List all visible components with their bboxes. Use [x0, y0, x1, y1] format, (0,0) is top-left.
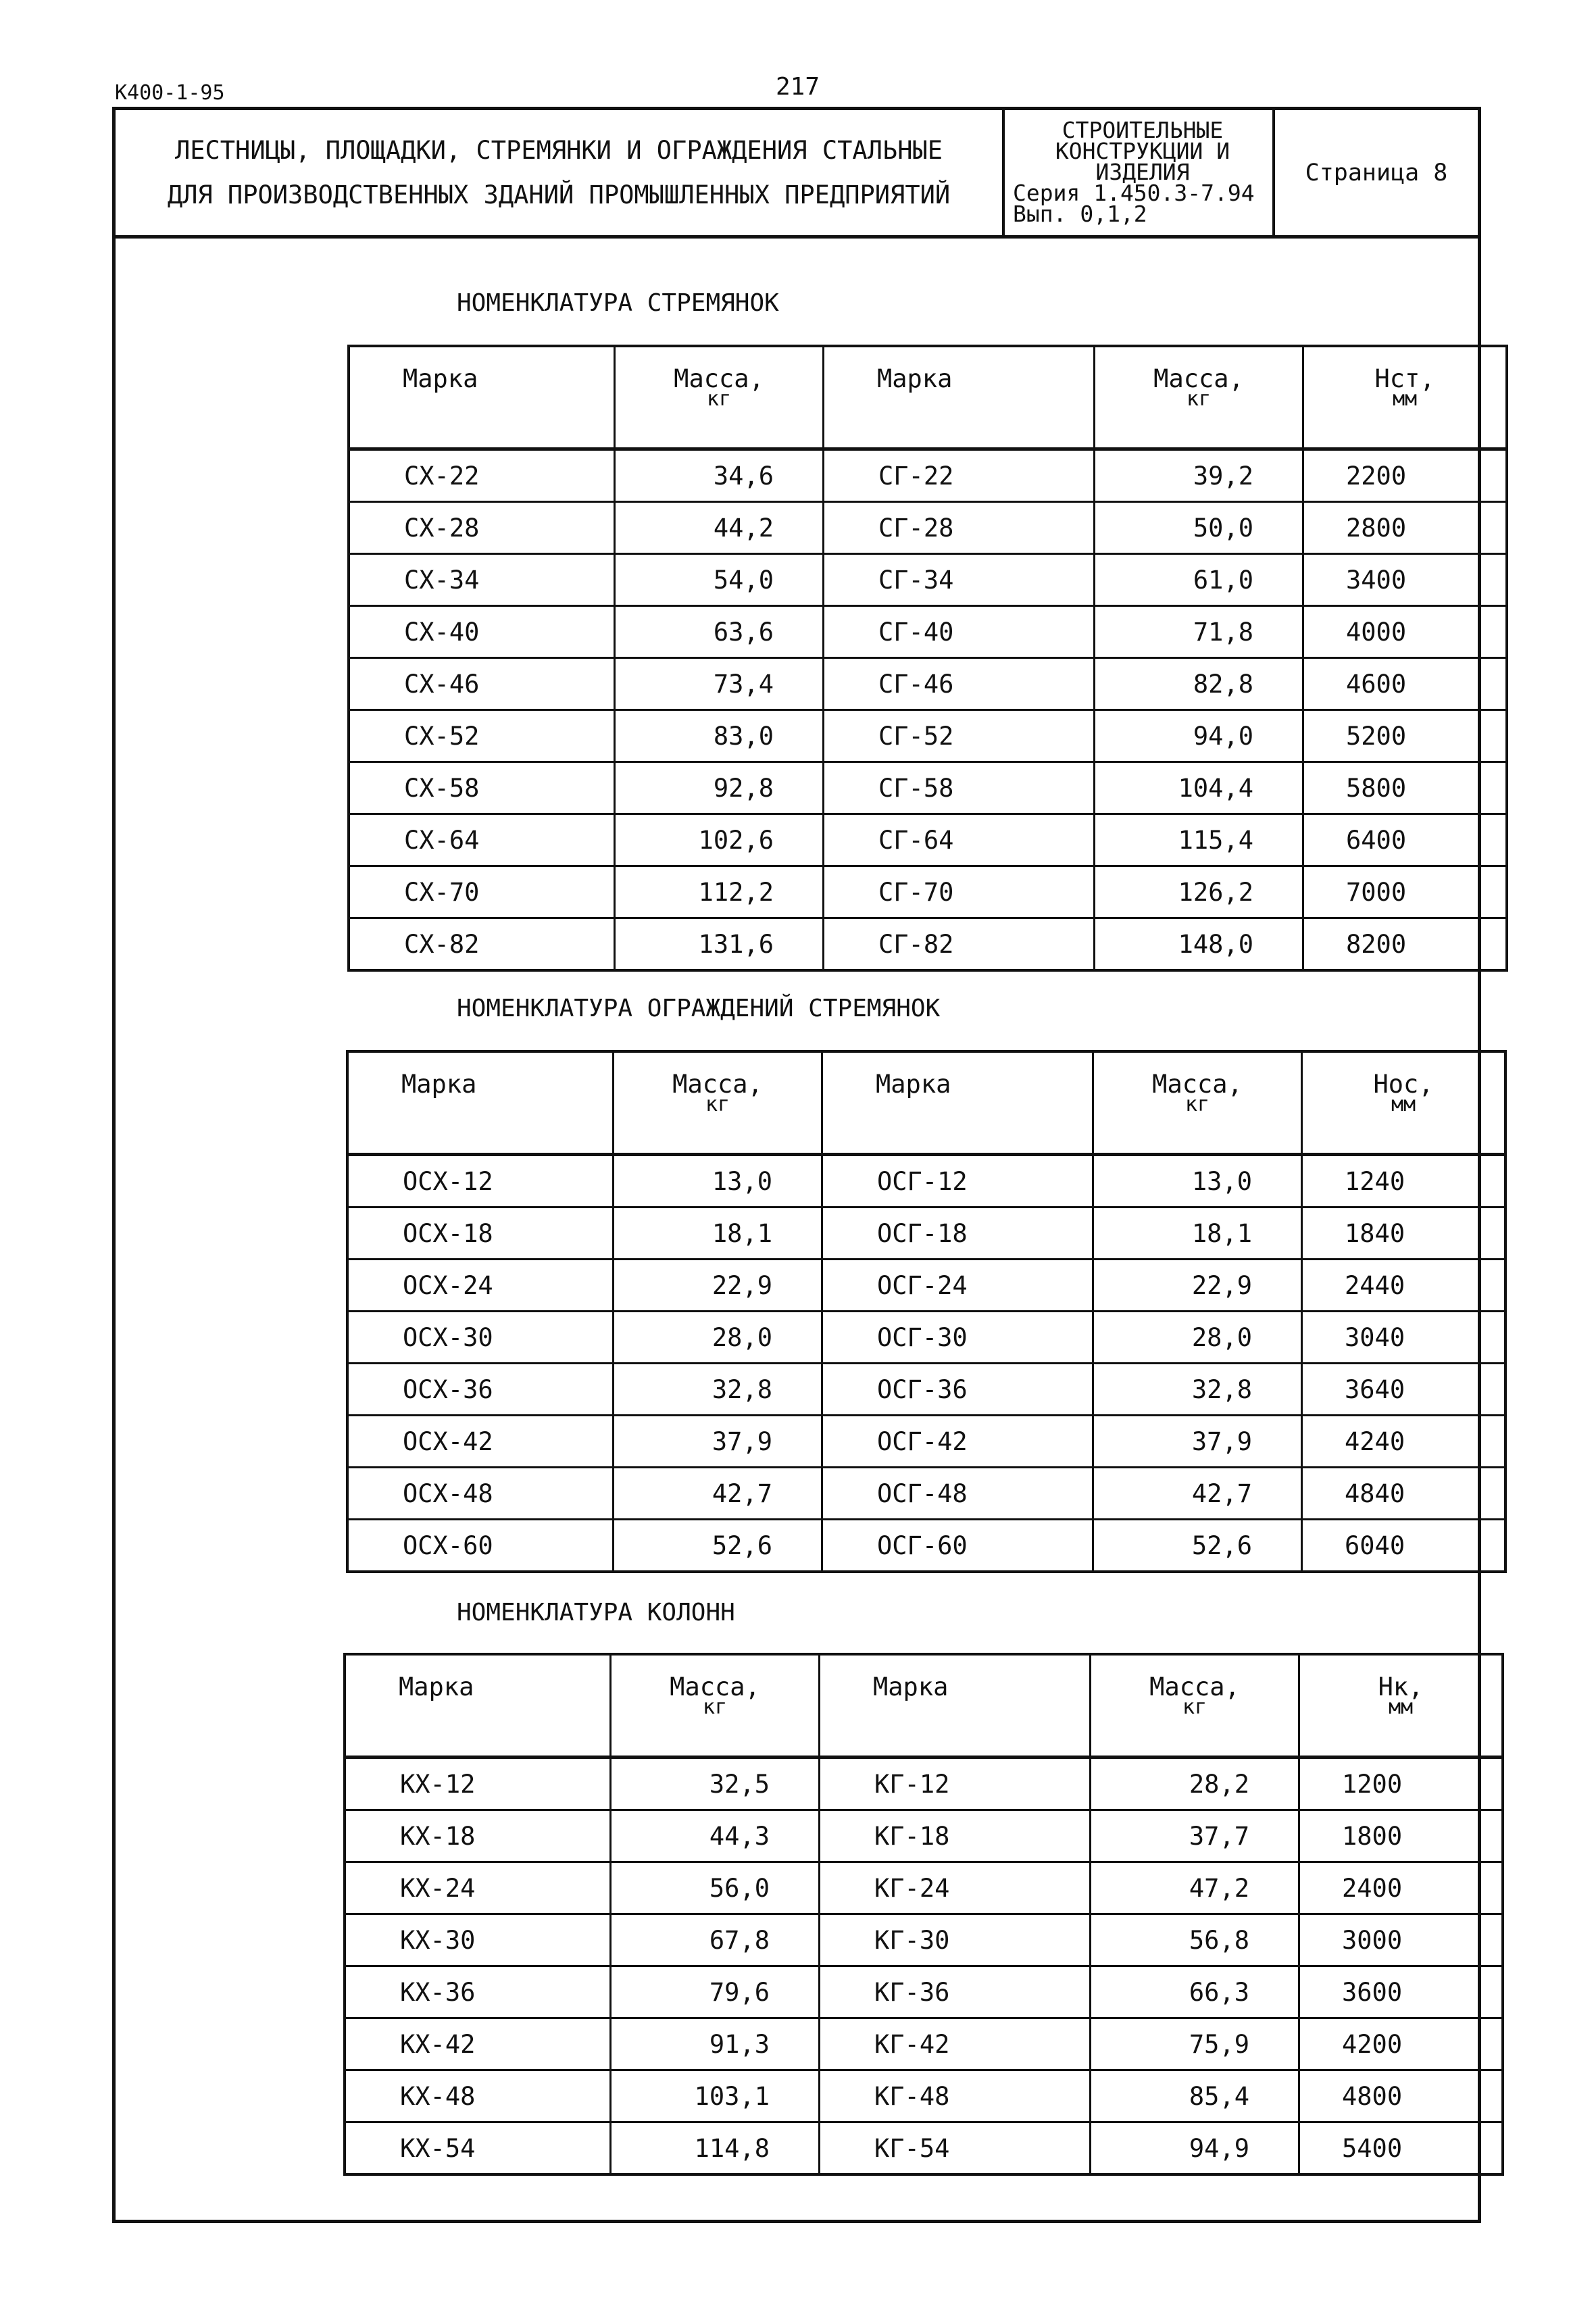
table-row	[345, 2122, 1503, 2175]
height-cell: 2440	[1302, 1260, 1506, 1312]
mark-cell: СХ-82	[349, 918, 615, 971]
mark-cell: КХ-36	[345, 1966, 611, 2018]
table-row	[349, 814, 1507, 866]
header-row	[347, 1051, 1505, 1155]
mass-cell: 104,4	[1095, 762, 1303, 814]
mass-cell: 54,0	[615, 554, 824, 606]
mark-cell: СХ-34	[349, 554, 615, 606]
mass-header-text: Масса,	[1149, 1672, 1240, 1701]
mass-cell: 83,0	[615, 710, 824, 762]
table-row	[347, 1520, 1505, 1572]
mass-cell: 73,4	[615, 658, 824, 710]
height-cell: 3640	[1302, 1364, 1506, 1416]
mass-cell: 82,8	[1095, 658, 1303, 710]
table-row	[345, 1966, 1503, 2018]
table-row	[345, 1810, 1503, 1862]
mass-cell: 28,2	[1091, 1758, 1299, 1810]
height-header	[1303, 346, 1507, 449]
mass-cell: 47,2	[1091, 1862, 1299, 1914]
mass-cell: 22,9	[614, 1260, 822, 1312]
mark-header	[820, 1654, 1091, 1758]
mark-header	[347, 1051, 614, 1155]
mark-cell: СГ-40	[824, 606, 1095, 658]
mass-cell: 42,7	[614, 1468, 822, 1520]
height-cell: 3400	[1303, 554, 1507, 606]
mass-header	[1095, 346, 1303, 449]
table-row	[349, 554, 1507, 606]
mark-header-text: Марка	[401, 1070, 477, 1099]
table-row	[349, 658, 1507, 710]
mass-cell: 79,6	[611, 1966, 820, 2018]
mass-header-text: Масса,	[1152, 1070, 1243, 1099]
mass-cell: 75,9	[1091, 2018, 1299, 2070]
height-cell: 2400	[1299, 1862, 1503, 1914]
mark-header-text: Марка	[876, 1070, 951, 1099]
title-line-2: ДЛЯ ПРОИЗВОДСТВЕННЫХ ЗДАНИЙ ПРОМЫШЛЕННЫХ ПРЕДПРИЯТИЙ	[167, 180, 951, 209]
header-row	[345, 1654, 1503, 1758]
mass-cell: 32,5	[611, 1758, 820, 1810]
header-row	[349, 346, 1507, 449]
mass-cell: 13,0	[614, 1155, 822, 1208]
mass-header-unit: кг	[1186, 387, 1212, 411]
height-header-text: Нос,	[1373, 1070, 1434, 1099]
series-number: Серия 1.450.3-7.94	[1013, 180, 1255, 206]
table-row	[349, 710, 1507, 762]
mark-cell: СГ-34	[824, 554, 1095, 606]
mass-header-unit: кг	[1182, 1695, 1207, 1719]
height-cell: 2200	[1303, 449, 1507, 502]
mass-cell: 85,4	[1091, 2070, 1299, 2122]
height-cell: 7000	[1303, 866, 1507, 918]
table-row	[345, 1862, 1503, 1914]
mark-cell: ОСХ-60	[347, 1520, 614, 1572]
height-cell: 4600	[1303, 658, 1507, 710]
mark-cell: СХ-22	[349, 449, 615, 502]
mark-cell: ОСХ-48	[347, 1468, 614, 1520]
height-header-unit: мм	[1391, 1093, 1416, 1116]
table-row	[349, 918, 1507, 971]
mark-header-text: Марка	[403, 364, 478, 393]
section-title-ladder-guards: НОМЕНКЛАТУРА ОГРАЖДЕНИЙ СТРЕМЯНОК	[457, 995, 941, 1022]
height-cell: 5400	[1299, 2122, 1503, 2175]
mass-cell: 32,8	[1093, 1364, 1302, 1416]
mass-cell: 37,7	[1091, 1810, 1299, 1862]
height-header	[1299, 1654, 1503, 1758]
mark-cell: КГ-36	[820, 1966, 1091, 2018]
mass-cell: 52,6	[1093, 1520, 1302, 1572]
height-cell: 4240	[1302, 1416, 1506, 1468]
mass-cell: 114,8	[611, 2122, 820, 2175]
mass-cell: 91,3	[611, 2018, 820, 2070]
height-cell: 1240	[1302, 1155, 1506, 1208]
mark-cell: СХ-70	[349, 866, 615, 918]
mass-cell: 61,0	[1095, 554, 1303, 606]
height-header-text: Нст,	[1374, 364, 1435, 393]
mark-cell: КГ-12	[820, 1758, 1091, 1810]
mark-cell: СХ-64	[349, 814, 615, 866]
mark-cell: КХ-54	[345, 2122, 611, 2175]
mass-cell: 148,0	[1095, 918, 1303, 971]
mass-cell: 22,9	[1093, 1260, 1302, 1312]
mass-cell: 13,0	[1093, 1155, 1302, 1208]
mark-cell: ОСХ-30	[347, 1312, 614, 1364]
mark-cell: СГ-46	[824, 658, 1095, 710]
table-row	[347, 1416, 1505, 1468]
mark-cell: СГ-64	[824, 814, 1095, 866]
mark-cell: КХ-42	[345, 2018, 611, 2070]
mass-cell: 18,1	[1093, 1208, 1302, 1260]
table-row	[345, 1914, 1503, 1966]
series-line-1: СТРОИТЕЛЬНЫЕ	[1062, 117, 1224, 143]
mass-cell: 37,9	[1093, 1416, 1302, 1468]
height-cell: 6040	[1302, 1520, 1506, 1572]
mass-cell: 28,0	[1093, 1312, 1302, 1364]
mass-header-text: Масса,	[670, 1672, 760, 1701]
height-cell: 3000	[1299, 1914, 1503, 1966]
height-cell: 3600	[1299, 1966, 1503, 2018]
mark-cell: ОСГ-36	[822, 1364, 1093, 1416]
table-row	[347, 1312, 1505, 1364]
mass-cell: 92,8	[615, 762, 824, 814]
mass-cell: 32,8	[614, 1364, 822, 1416]
mark-header-text: Марка	[873, 1672, 949, 1701]
height-cell: 4000	[1303, 606, 1507, 658]
mass-cell: 39,2	[1095, 449, 1303, 502]
series-line-2: КОНСТРУКЦИИ И	[1055, 138, 1230, 164]
mark-cell: СГ-82	[824, 918, 1095, 971]
mark-cell: КГ-42	[820, 2018, 1091, 2070]
mass-cell: 67,8	[611, 1914, 820, 1966]
mark-cell: ОСГ-42	[822, 1416, 1093, 1468]
height-cell: 1200	[1299, 1758, 1503, 1810]
table-row	[349, 762, 1507, 814]
mass-cell: 131,6	[615, 918, 824, 971]
height-cell: 1840	[1302, 1208, 1506, 1260]
height-cell: 3040	[1302, 1312, 1506, 1364]
height-header-text: Нк,	[1378, 1672, 1424, 1701]
mass-cell: 115,4	[1095, 814, 1303, 866]
mark-cell: ОСГ-18	[822, 1208, 1093, 1260]
mark-cell: СГ-58	[824, 762, 1095, 814]
mark-cell: ОСГ-60	[822, 1520, 1093, 1572]
mark-cell: СХ-58	[349, 762, 615, 814]
document-code: К400-1-95	[115, 81, 225, 105]
mass-cell: 28,0	[614, 1312, 822, 1364]
mark-header	[349, 346, 615, 449]
mass-header-unit: кг	[702, 1695, 728, 1719]
mark-cell: КХ-48	[345, 2070, 611, 2122]
mark-cell: КХ-12	[345, 1758, 611, 1810]
mark-header	[345, 1654, 611, 1758]
mark-cell: СХ-52	[349, 710, 615, 762]
mark-cell: СГ-28	[824, 502, 1095, 554]
mass-cell: 52,6	[614, 1520, 822, 1572]
mark-cell: ОСХ-36	[347, 1364, 614, 1416]
mass-cell: 50,0	[1095, 502, 1303, 554]
mark-cell: КХ-30	[345, 1914, 611, 1966]
mark-cell: СХ-46	[349, 658, 615, 710]
table-row	[349, 449, 1507, 502]
mark-cell: ОСХ-12	[347, 1155, 614, 1208]
mass-header	[614, 1051, 822, 1155]
table-row	[345, 1758, 1503, 1810]
mark-cell: КГ-54	[820, 2122, 1091, 2175]
mark-cell: КГ-48	[820, 2070, 1091, 2122]
mark-header	[824, 346, 1095, 449]
mass-cell: 94,0	[1095, 710, 1303, 762]
mass-cell: 37,9	[614, 1416, 822, 1468]
mark-cell: ОСГ-24	[822, 1260, 1093, 1312]
mark-cell: КХ-18	[345, 1810, 611, 1862]
mass-cell: 71,8	[1095, 606, 1303, 658]
height-cell: 4800	[1299, 2070, 1503, 2122]
mass-header	[611, 1654, 820, 1758]
mark-cell: ОСХ-24	[347, 1260, 614, 1312]
mark-cell: ОСГ-48	[822, 1468, 1093, 1520]
mark-header-text: Марка	[877, 364, 953, 393]
table-row	[349, 606, 1507, 658]
height-cell: 8200	[1303, 918, 1507, 971]
table-row	[347, 1208, 1505, 1260]
columns-table	[343, 1653, 1504, 2176]
table-row	[347, 1468, 1505, 1520]
page-number: 217	[776, 73, 820, 101]
mass-header	[1091, 1654, 1299, 1758]
table-row	[345, 2018, 1503, 2070]
mass-cell: 42,7	[1093, 1468, 1302, 1520]
mark-cell: ОСХ-18	[347, 1208, 614, 1260]
mark-cell: СХ-28	[349, 502, 615, 554]
mass-cell: 103,1	[611, 2070, 820, 2122]
mark-cell: СГ-70	[824, 866, 1095, 918]
height-cell: 2800	[1303, 502, 1507, 554]
section-title-columns: НОМЕНКЛАТУРА КОЛОНН	[457, 1599, 735, 1626]
height-header	[1302, 1051, 1506, 1155]
title-block	[116, 110, 1478, 239]
ladder-guards-table	[346, 1050, 1507, 1573]
mark-cell: ОСГ-30	[822, 1312, 1093, 1364]
document-title	[116, 110, 1005, 235]
issue-number: Вып. 0,1,2	[1013, 201, 1147, 227]
height-cell: 5200	[1303, 710, 1507, 762]
height-cell: 6400	[1303, 814, 1507, 866]
height-cell: 1800	[1299, 1810, 1503, 1862]
section-title-ladders: НОМЕНКЛАТУРА СТРЕМЯНОК	[457, 289, 779, 317]
height-cell: 4840	[1302, 1468, 1506, 1520]
mass-cell: 34,6	[615, 449, 824, 502]
height-header-unit: мм	[1392, 387, 1418, 411]
height-cell: 4200	[1299, 2018, 1503, 2070]
ladders-table	[347, 345, 1508, 972]
series-block	[1005, 110, 1275, 235]
mark-cell: СГ-52	[824, 710, 1095, 762]
mass-header-unit: кг	[1184, 1093, 1210, 1116]
mark-cell: КГ-30	[820, 1914, 1091, 1966]
mass-header-text: Масса,	[674, 364, 764, 393]
mass-cell: 44,2	[615, 502, 824, 554]
mass-cell: 112,2	[615, 866, 824, 918]
table-row	[347, 1260, 1505, 1312]
series-line-3: ИЗДЕЛИЯ	[1095, 159, 1190, 185]
mass-header-text: Масса,	[1153, 364, 1244, 393]
sheet-page-label: Страница 8	[1305, 159, 1448, 186]
mass-cell: 18,1	[614, 1208, 822, 1260]
mass-cell: 56,0	[611, 1862, 820, 1914]
mass-header	[1093, 1051, 1302, 1155]
mass-header-unit: кг	[705, 1093, 730, 1116]
mark-cell: СХ-40	[349, 606, 615, 658]
mark-cell: ОСГ-12	[822, 1155, 1093, 1208]
height-cell: 5800	[1303, 762, 1507, 814]
height-header-unit: мм	[1388, 1695, 1414, 1719]
mass-cell: 102,6	[615, 814, 824, 866]
mark-cell: КГ-24	[820, 1862, 1091, 1914]
mark-header-text: Марка	[399, 1672, 474, 1701]
mass-header-unit: кг	[706, 387, 732, 411]
mass-cell: 44,3	[611, 1810, 820, 1862]
mark-cell: КХ-24	[345, 1862, 611, 1914]
table-row	[347, 1364, 1505, 1416]
mark-header	[822, 1051, 1093, 1155]
table-row	[347, 1155, 1505, 1208]
mass-cell: 63,6	[615, 606, 824, 658]
mark-cell: СГ-22	[824, 449, 1095, 502]
mass-cell: 56,8	[1091, 1914, 1299, 1966]
mass-cell: 126,2	[1095, 866, 1303, 918]
table-row	[349, 502, 1507, 554]
table-row	[349, 866, 1507, 918]
mass-header-text: Масса,	[672, 1070, 763, 1099]
mass-cell: 66,3	[1091, 1966, 1299, 2018]
mass-cell: 94,9	[1091, 2122, 1299, 2175]
mark-cell: ОСХ-42	[347, 1416, 614, 1468]
table-row	[345, 2070, 1503, 2122]
title-line-1: ЛЕСТНИЦЫ, ПЛОЩАДКИ, СТРЕМЯНКИ И ОГРАЖДЕНИЯ СТАЛЬНЫЕ	[174, 135, 943, 165]
mass-header	[615, 346, 824, 449]
mark-cell: КГ-18	[820, 1810, 1091, 1862]
